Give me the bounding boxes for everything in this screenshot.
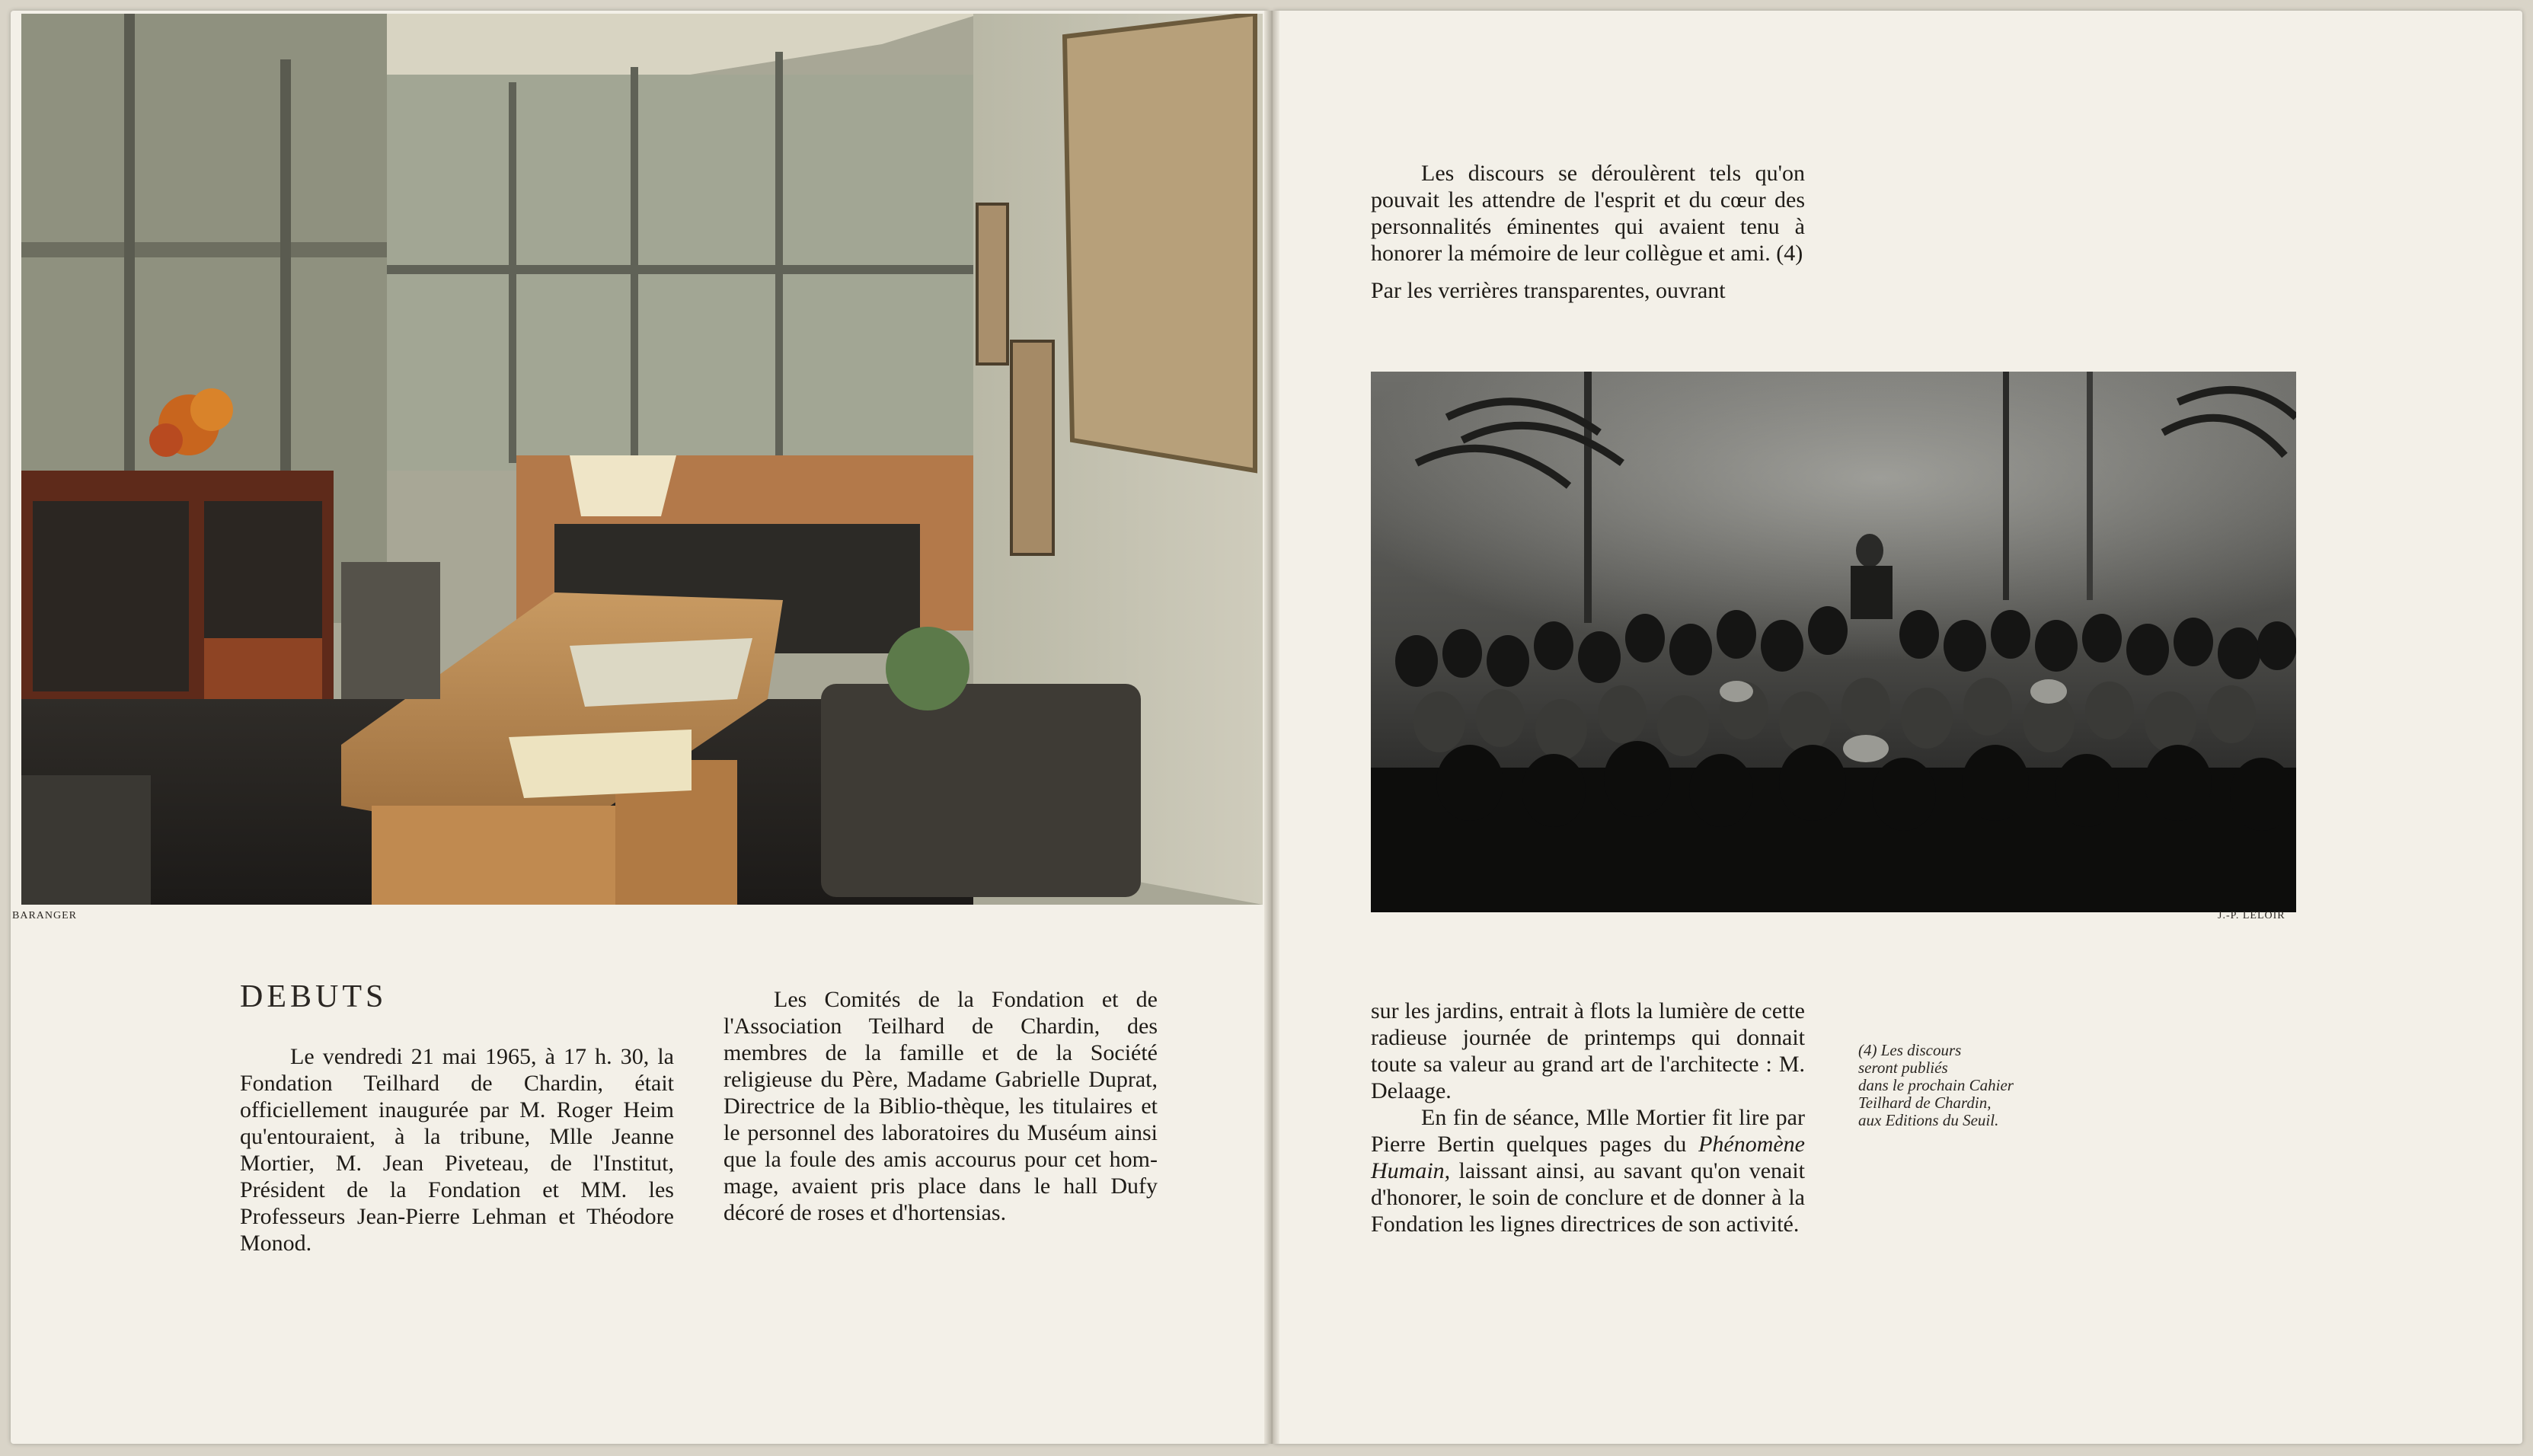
- footnote-line: seront publiés: [1858, 1058, 1948, 1077]
- footnote: [1858, 1042, 2056, 1129]
- paragraph: sur les jardins, entrait à flots la lumière de cette radieuse journée de printemps qui donnait toute sa valeur au grand art de l'architecte : M. Delaage.: [1371, 998, 1805, 1103]
- left-column-1: [240, 1043, 674, 1256]
- photo-credit-left: BARANGER: [12, 910, 78, 921]
- right-top-column: [1371, 160, 1805, 304]
- paragraph: Les discours se déroulèrent tels qu'on pouvait les attendre de l'esprit et du cœur des personnalités éminentes qui avaient tenu à honorer la mémoire de leur collègue et ami. (4): [1371, 161, 1805, 266]
- paragraph: Par les verrières transparentes, ouvrant: [1371, 278, 1726, 303]
- paragraph-text: laissant ainsi, au savant qu'on venait d'honorer, le soin de conclure et de donner à la Fondation les lignes directrices de son activité.: [1371, 1158, 1805, 1237]
- footnote-line: aux Editions du Seuil.: [1858, 1111, 1999, 1129]
- left-column-2: [723, 986, 1158, 1226]
- footnote-line: (4) Les discours: [1858, 1041, 1962, 1059]
- office-photo: [21, 14, 1263, 905]
- footnote-line: dans le prochain Cahier: [1858, 1076, 2014, 1094]
- section-heading: DEBUTS: [240, 979, 388, 1014]
- book-gutter: [1264, 11, 1279, 1444]
- paragraph: Les Comités de la Fondation et de l'Association Teilhard de Chardin, des membres de la famille et de la Société religieuse du Père, Madame Gabrielle Duprat, Directrice de la Biblio-thèque, les titulaires et le personnel des laboratoires du Muséum ainsi que la foule des amis accourus pour cet hom-mage, avaient pris place dans le hall Dufy décoré de roses et d'hortensias.: [723, 987, 1158, 1225]
- lecture-hall-photo: [1371, 372, 2296, 912]
- right-bottom-column: [1371, 998, 1805, 1237]
- footnote-line: Teilhard de Chardin,: [1858, 1094, 1992, 1112]
- paragraph: [1371, 1104, 1805, 1237]
- photo-credit-right: J.-P. LELOIR: [2218, 910, 2285, 921]
- paragraph: Le vendredi 21 mai 1965, à 17 h. 30, la Fondation Teilhard de Chardin, était officiellement inaugurée par M. Roger Heim qu'entouraient, à la tribune, Mlle Jeanne Mortier, M. Jean Piveteau, de l'Institut, Président de la Fondation et MM. les Professeurs Jean-Pierre Lehman et Théodore Monod.: [240, 1044, 674, 1256]
- paragraph-text: En fin de séance, Mlle Mortier fit lire par Pierre Bertin quelques pages du: [1371, 1105, 1805, 1157]
- book-title: Phénomène Humain,: [1371, 1132, 1805, 1183]
